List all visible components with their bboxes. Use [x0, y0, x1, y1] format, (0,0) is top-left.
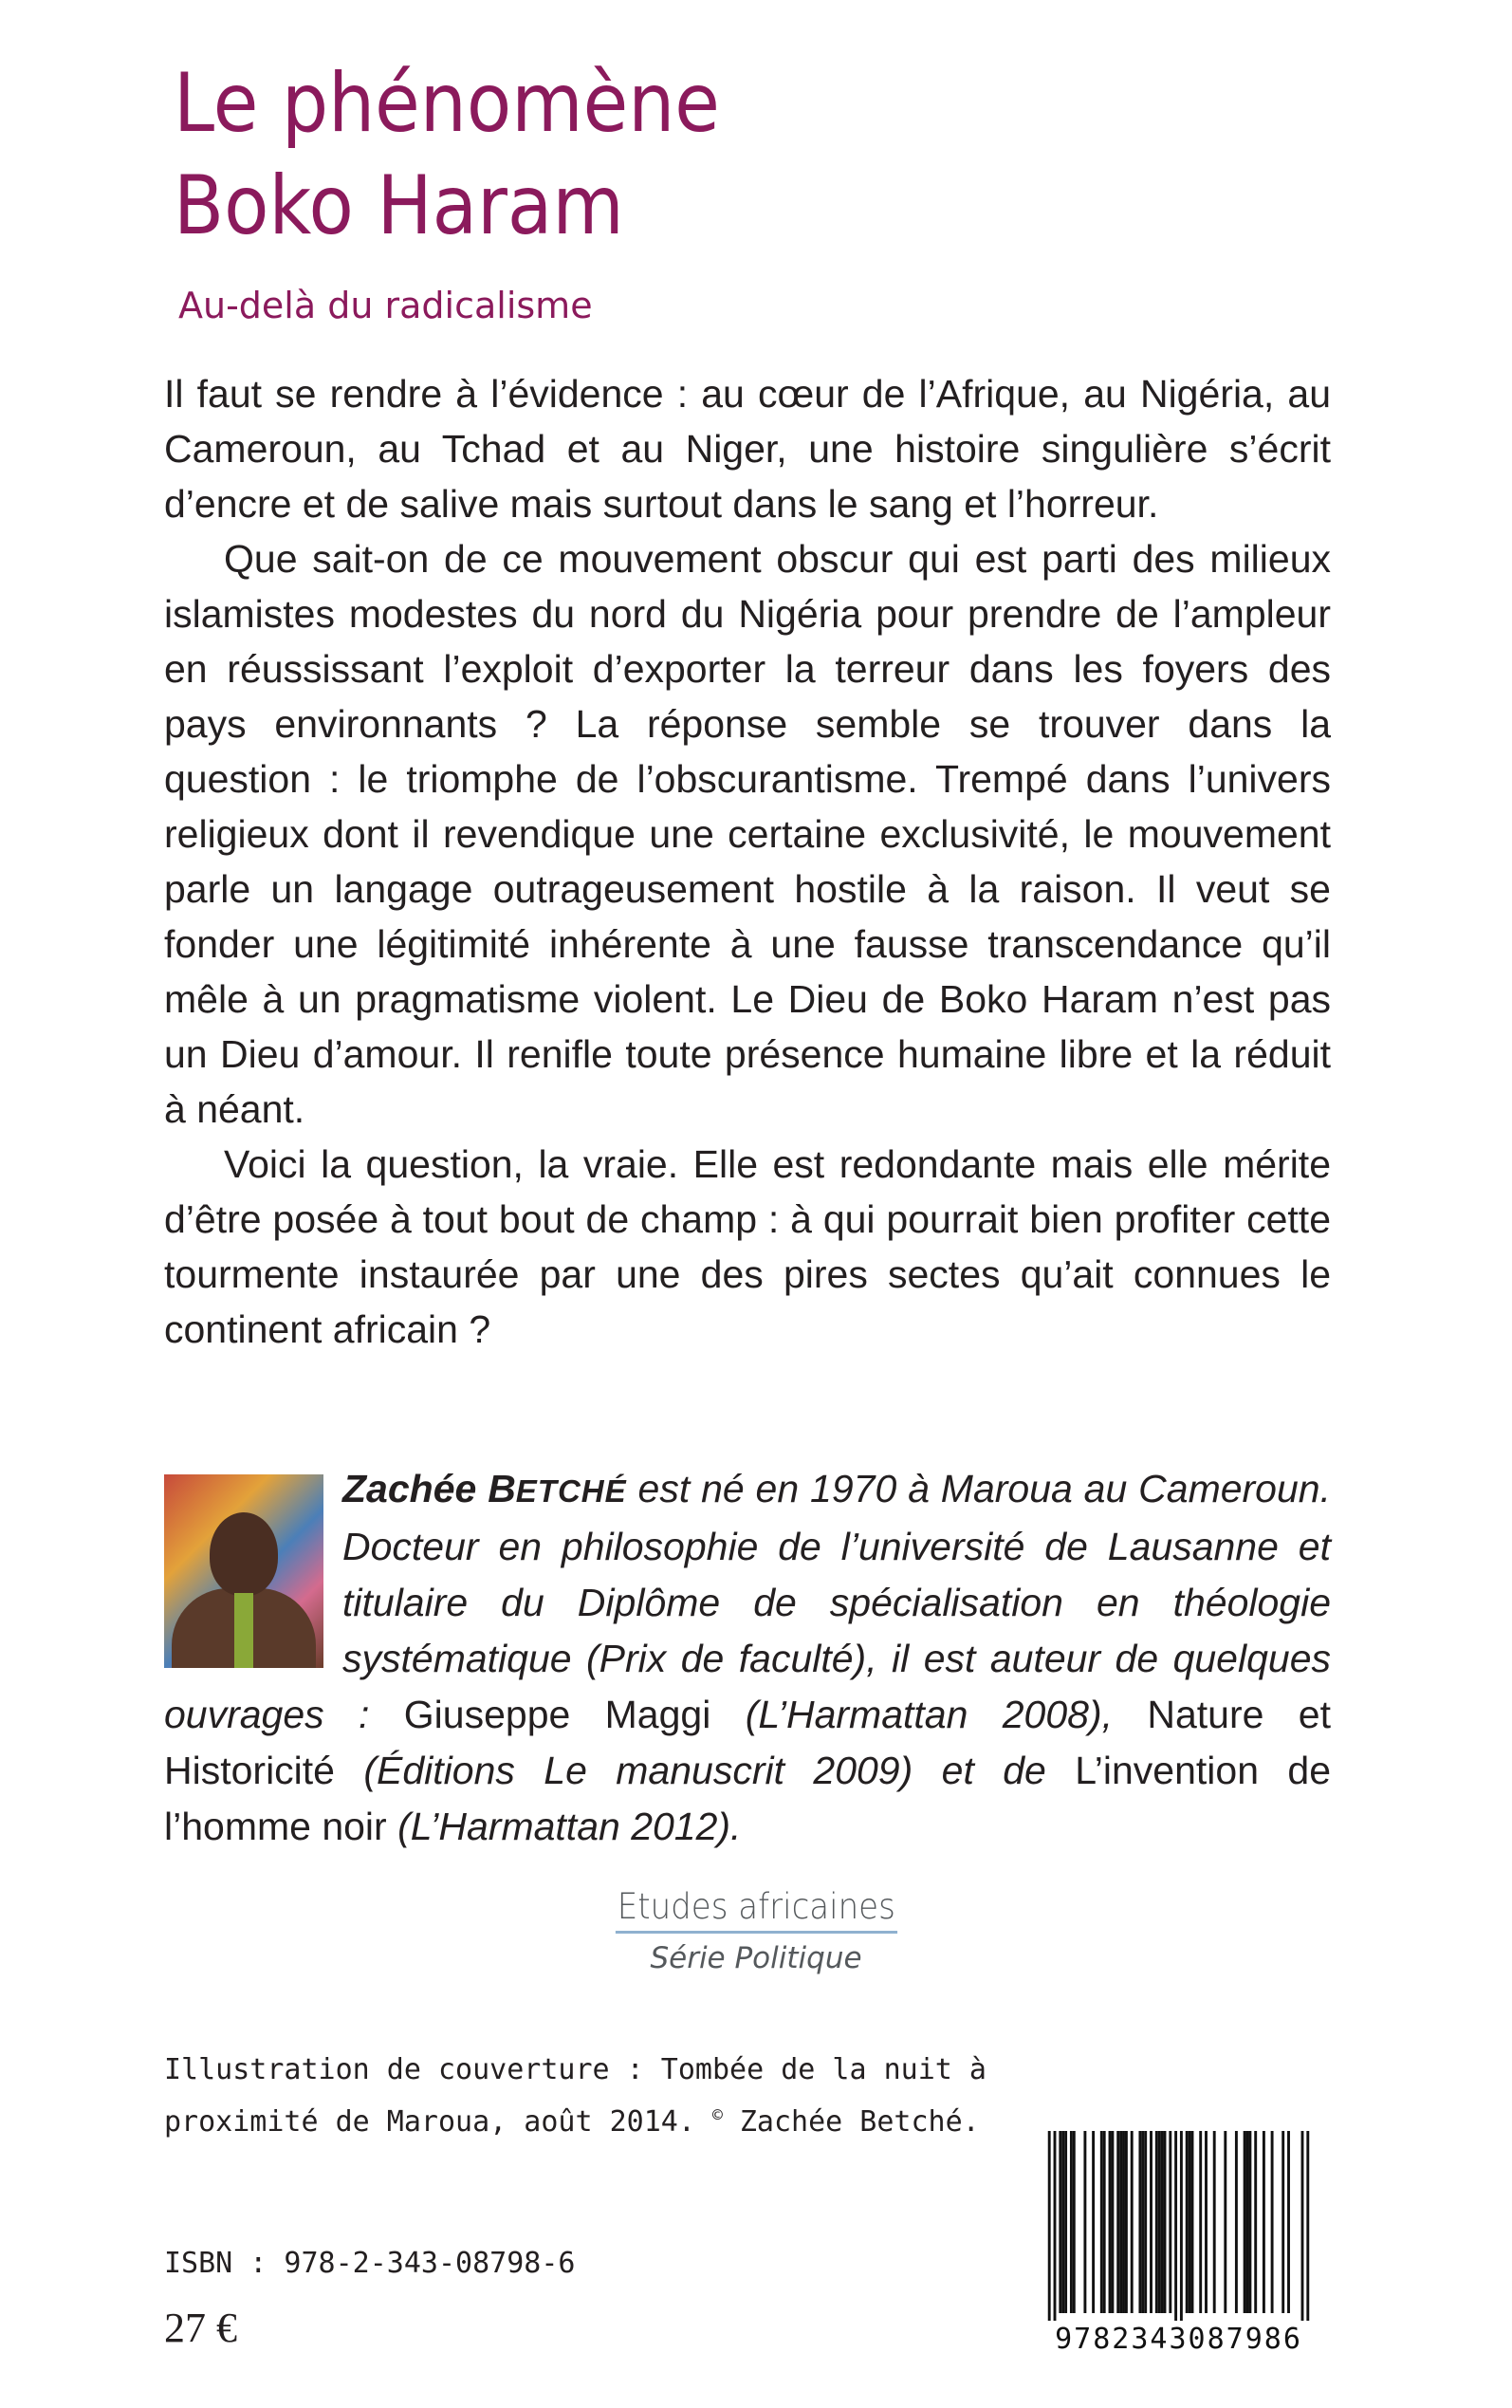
price: 27 € [164, 2305, 237, 2351]
author-last-name-rest: ETCHÉ [515, 1473, 627, 1509]
author-last-name-initial: B [488, 1467, 516, 1510]
barcode-bar [1301, 2131, 1304, 2321]
barcode-bar [1092, 2131, 1095, 2313]
barcode-bar [1059, 2131, 1061, 2313]
book-title-line-1: Le phénomène [174, 56, 720, 151]
blurb [164, 366, 1331, 1357]
book-publisher-1: (L’Harmattan 2008), [710, 1693, 1148, 1736]
barcode-bar [1287, 2131, 1290, 2313]
series-label [0, 1886, 1512, 1975]
barcode-bar [1161, 2131, 1164, 2313]
book-publisher-2: (Éditions Le manuscrit 2009) et de [334, 1749, 1076, 1792]
barcode-bar [1125, 2131, 1128, 2313]
barcode-bar [1282, 2131, 1284, 2313]
barcode-bar [1048, 2131, 1051, 2321]
barcode-bar [1111, 2131, 1114, 2313]
barcode-bar [1061, 2131, 1064, 2313]
cover-credit-text: Illustration de couverture : Tombée de la nuit à proximité de Maroua, août 2014. [164, 2053, 986, 2139]
series-subseries: Série Politique [650, 1941, 862, 1975]
barcode-bar [1119, 2131, 1122, 2313]
cover-credit [164, 2047, 999, 2145]
series-name: Etudes africaines [616, 1886, 897, 1934]
barcode-bar [1083, 2131, 1086, 2313]
barcode-bar [1054, 2131, 1057, 2321]
barcode-bar [1205, 2131, 1208, 2313]
barcode-bar [1306, 2131, 1309, 2321]
barcode-bar [1158, 2131, 1161, 2313]
book-title-3: L’invention de l’homme noir [164, 1749, 1332, 1848]
barcode-bar [1070, 2131, 1073, 2313]
barcode-bar [1150, 2131, 1152, 2313]
book-title-line-2: Boko Haram [174, 158, 624, 253]
isbn: ISBN : 978-2-343-08798-6 [164, 2247, 576, 2280]
blurb-paragraph-3: Voici la question, la vraie. Elle est redondante mais elle mérite d’être posée à tout bout de champ : à qui pourrait bien profiter cette tourmente instaurée par une des pires sectes qu’ait connues le continent africain ? [164, 1142, 1331, 1351]
blurb-paragraph-2: Que sait-on de ce mouvement obscur qui est parti des milieux islamistes modestes du nord du Nigéria pour prendre de l’ampleur en réussissant l’exploit d’exporter la terreur dans les foyers des pays environnants ? La réponse semble se trouver dans la question : le triomphe de l’obscurantisme. Trempé dans l’univers religieux dont il revendique une certaine exclusivité, le mouvement parle un langage outrageusement hostile à la raison. Il veut se fonder une légitimité inhérente à une fausse transcendance qu’il mêle à un pragmatisme violent. Le Dieu de Boko Haram n’est pas un Dieu d’amour. Il renifle toute présence humaine libre et la réduit à néant. [164, 537, 1331, 1131]
author-first-name: Zachée [342, 1467, 477, 1510]
barcode-bar [1174, 2131, 1177, 2321]
cover-credit-author: Zachée Betché. [722, 2105, 980, 2139]
barcode-bar [1155, 2131, 1158, 2313]
barcode-bar [1131, 2131, 1134, 2313]
barcode-bar [1224, 2131, 1226, 2313]
barcode-bar [1138, 2131, 1141, 2313]
barcode-bar [1169, 2131, 1171, 2313]
barcode-bar [1246, 2131, 1249, 2313]
author-bio [164, 1461, 1331, 1855]
author-photo [164, 1474, 323, 1668]
book-publisher-3: (L’Harmattan 2012). [386, 1805, 742, 1848]
barcode-bar [1109, 2131, 1112, 2313]
book-subtitle: Au-delà du radicalisme [178, 285, 593, 326]
barcode-bar [1144, 2131, 1147, 2313]
barcode-bar [1141, 2131, 1144, 2313]
barcode-bar [1122, 2131, 1125, 2313]
barcode-bar [1100, 2131, 1103, 2313]
barcode-bar [1073, 2131, 1076, 2313]
barcode-bar [1064, 2131, 1067, 2313]
barcode-bar [1189, 2131, 1191, 2313]
barcode-bar [1248, 2131, 1251, 2313]
barcode-bars [1034, 2131, 1323, 2321]
barcode-bar [1213, 2131, 1216, 2313]
barcode-bar [1199, 2131, 1202, 2313]
book-title-2: Nature et Historicité [164, 1693, 1331, 1792]
barcode-bar [1164, 2131, 1167, 2313]
barcode-bar [1254, 2131, 1257, 2313]
blurb-paragraph-1: Il faut se rendre à l’évidence : au cœur de l’Afrique, au Nigéria, au Cameroun, au Tchad et au Niger, une histoire singulière s’écrit d’encre et de salive mais surtout dans le sang et l’horreur. [164, 372, 1331, 526]
barcode-bar [1116, 2131, 1119, 2313]
copyright-symbol: © [711, 2105, 723, 2125]
book-title-1: Giuseppe Maggi [403, 1693, 711, 1736]
barcode [1034, 2131, 1323, 2366]
barcode-bar [1180, 2131, 1183, 2321]
book-title [174, 52, 720, 257]
barcode-bar [1244, 2131, 1246, 2313]
barcode-bar [1263, 2131, 1265, 2313]
author-name [342, 1467, 627, 1510]
barcode-bar [1271, 2131, 1274, 2313]
barcode-bar [1191, 2131, 1194, 2313]
barcode-bar [1103, 2131, 1106, 2313]
barcode-digits: 9782343087986 [1055, 2323, 1302, 2356]
author-bio-text: est né en 1970 à Maroua au Cameroun. Docteur en philosophie de l’université de Lausanne et titulaire du Diplôme de spécialisation en théologie systématique (Prix de faculté), il est auteur de quelques ouvrages : [164, 1467, 1331, 1736]
barcode-bar [1235, 2131, 1238, 2313]
barcode-bar [1186, 2131, 1189, 2313]
